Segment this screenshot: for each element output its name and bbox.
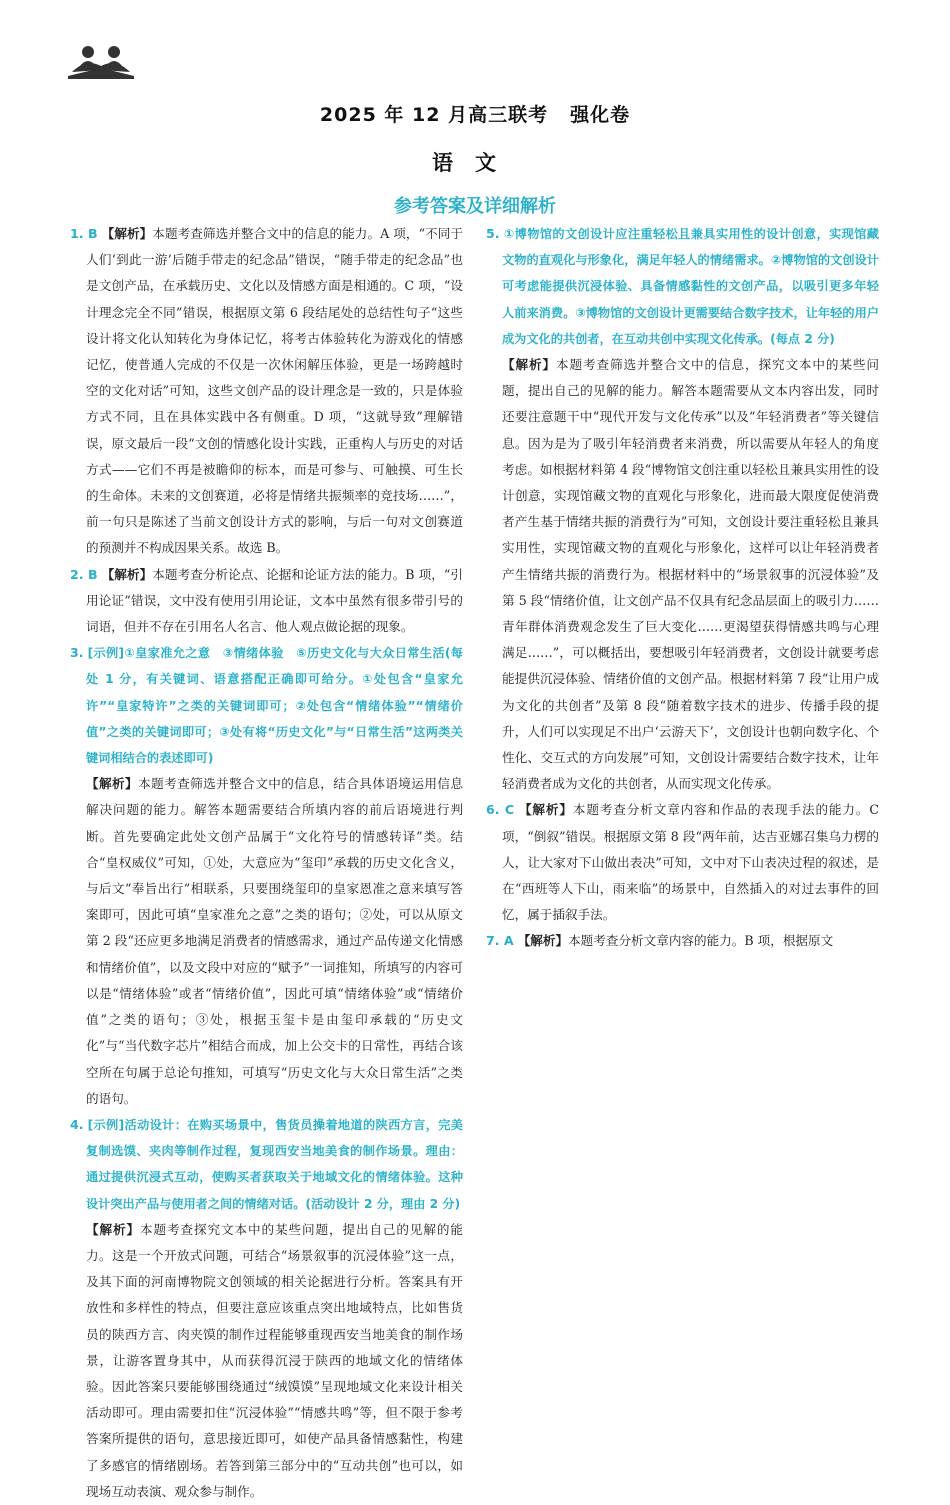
question-number: 2. B — [70, 566, 98, 582]
answer-q4 — [70, 1112, 463, 1217]
reference-answer: [示例]活动设计：在购买场景中，售货员操着地道的陕西方言，完美复制选馍、夹肉等制作过程，复现西安当地美食的制作场景。理由：通过提供沉浸式互动，使购买者获取关于地域文化的情绪体验。这种设计突出产品与使用者之间的情绪对话。(活动设计 2 分，理由 2 分) — [86, 1117, 463, 1211]
analysis-q4 — [70, 1217, 463, 1505]
page-title: 2025 年 12 月高三联考 强化卷 — [319, 104, 631, 126]
analysis-q5 — [486, 352, 879, 797]
analysis-q3 — [70, 771, 463, 1112]
analysis-label: 【解析】 — [101, 226, 153, 241]
left-column — [70, 221, 463, 1505]
answer-q2 — [70, 562, 463, 641]
book-reader-logo-icon — [66, 40, 136, 80]
analysis-text: 本题考查筛选并整合文中的信息，探究文本中的某些问题，提出自己的见解的能力。解答本题需要从文本内容出发，同时还要注意题干中“现代开发与文化传承”以及“年轻消费者”等关键信息。因为是为了吸引年轻消费者来消费，所以需要从年轻人的角度考虑。如根据材料第 4 段“博物馆文创注重以轻松且兼具实用性的设计创意，实现馆藏文物的直观化与形象化，进而最大限度促使消费者产生基于情绪共振的消费行为”可知，文创设计要注重轻松且兼具实用性，实现馆藏文物的直观化与形象化，这样可以让年轻消费者产生情绪共振的消费行为。根据材料中的“场景叙事的沉浸体验”及第 5 段“情绪价值，让文创产品不仅具有纪念品层面上的吸引力……青年群体消费观念发生了巨大变化……更渴望获得情感共鸣与心理满足……”，可以概括出，要想吸引年轻消费者，文创设计就要考虑能提供沉浸体验、情绪价值的文创产品。根据材料第 7 段“让用户成为文化的共创者”及第 8 段“随着数字技术的进步、传播手段的提升，人们可以实现足不出户‘云游天下’，文创设计也朝向数字化、个性化、交互式的方向发展”可知，文创设计需要结合数字技术，让年轻消费者成为文化的共创者，从而实现文化传承。 — [502, 357, 880, 792]
subject-title: 语文 — [432, 151, 518, 175]
answer-q7 — [486, 928, 879, 954]
analysis-text: 本题考查筛选并整合文中的信息，结合具体语境运用信息解决问题的能力。解答本题需要结合所填内容的前后语境进行判断。首先要确定此处文创产品属于“文化符号的情感转译”类。结合“皇权威仪”可知，①处，大意应为“玺印”承载的历史文化含义，与后文“奉旨出行”相联系，只要围绕玺印的皇家恩准之意来填写答案即可，因此可填“皇家准允之意”之类的语句；②处，可以从原文第 2 段“还应更多地满足消费者的情感需求，通过产品传递文化情感和情绪价值”，以及文段中对应的“赋予”一词推知，所填写的内容可以是“情绪体验”或者“情绪价值”，因此可填“情绪体验”或“情绪价值”之类的语句；③处，根据玉玺卡是由玺印承载的“历史文化”与“当代数字芯片”相结合而成，加上公交卡的日常性，再结合该空所在句属于总论句推知，可填写“历史文化与大众日常生活”之类的语句。 — [86, 776, 464, 1106]
analysis-label: 【解析】 — [518, 802, 573, 818]
analysis-text: 本题考查分析论点、论据和论证方法的能力。B 项，“引用论证”错误，文中没有使用引用论证，文本中虽然有很多带引号的词语，但并不存在引用名人名言、他人观点做论据的现象。 — [86, 566, 464, 635]
reference-answer: ①博物馆的文创设计应注重轻松且兼具实用性的设计创意，实现馆藏文物的直观化与形象化，满足年轻人的情绪需求。②博物馆的文创设计可考虑能提供沉浸体验、具备情感黏性的文创产品，以吸引更多年轻人前来消费。③博物馆的文创设计更需要结合数字技术，让年轻的用户成为文化的共创者，在互动共创中实现文化传承。(每点 2 分) — [502, 227, 879, 346]
question-number: 4. — [70, 1116, 84, 1132]
question-number: 5. — [486, 226, 500, 241]
reference-answer: [示例]①皇家准允之意 ③情绪体验 ⑤历史文化与大众日常生活(每处 1 分，有关键词、语意搭配正确即可给分。①处包含“皇家允许”“皇家特许”之类的关键词即可；②处包含“情绪体验”“情绪价值”之类的关键词即可；③处有将“历史文化”与“日常生活”这两类关键词相结合的表述即可) — [86, 646, 463, 766]
analysis-label: 【解析】 — [86, 776, 139, 792]
answer-q5 — [486, 221, 879, 352]
analysis-text: 本题考查分析文章内容和作品的表现手法的能力。C 项，“倒叙”错误。根据原文第 8 段“两年前，达吉亚娜召集乌力楞的人，让大家对下山做出表决”可知，文中对下山表决过程的叙述，是在“西班等人下山，雨来临”的场景中，自然插入的对过去事件的回忆，属于插叙手法。 — [502, 802, 879, 923]
answer-q1 — [70, 221, 463, 562]
question-number: 3. — [70, 645, 84, 661]
right-column — [486, 221, 879, 955]
analysis-text: 本题考查分析文章内容的能力。B 项，根据原文 — [568, 933, 834, 949]
answer-q6 — [486, 797, 879, 928]
analysis-label: 【解析】 — [502, 357, 556, 373]
question-number: 6. C — [486, 802, 515, 818]
analysis-label: 【解析】 — [86, 1221, 140, 1237]
answer-q3 — [70, 640, 463, 771]
analysis-label: 【解析】 — [101, 566, 153, 582]
section-title: 参考答案及详细解析 — [394, 196, 556, 217]
analysis-label: 【解析】 — [517, 933, 569, 949]
question-number: 7. A — [486, 933, 514, 949]
analysis-text: 本题考查筛选并整合文中的信息的能力。A 项，“不同于人们‘到此一游’后随手带走的纪念品”错误，“随手带走的纪念品”也是文创产品，在承载历史、文化以及情感方面是相通的。C 项，“设计理念完全不同”错误，根据原文第 6 段结尾处的总结性句子“这些设计将文化认知转化为身体记忆，将考古体验转化为游戏化的情感记忆，使普通人完成的不仅是一次休闲解压体验，更是一场跨越时空的文化对话”可知，这些文创产品的设计理念是一致的，只是体验方式不同，且在具体实践中各有侧重。D 项，“这就导致”理解错误，原文最后一段“文创的情感化设计实践，正重构人与历史的对话方式——它们不再是被瞻仰的标本，而是可参与、可触摸、可生长的生命体。未来的文创赛道，必将是情绪共振频率的竞技场……”，前一句只是陈述了当前文创设计方式的影响，与后一句对文创赛道的预测并不构成因果关系。故选 B。 — [86, 226, 464, 556]
question-number: 1. B — [70, 226, 98, 241]
analysis-text: 本题考查探究文本中的某些问题，提出自己的见解的能力。这是一个开放式问题，可结合“场景叙事的沉浸体验”这一点，及其下面的河南博物院文创领域的相关论据进行分析。答案具有开放性和多样性的特点，但要注意应该重点突出地域特点，比如售货员的陕西方言、肉夹馍的制作过程能够重现西安当地美食的制作场景，让游客置身其中，从而获得沉浸于陕西的地域文化的情绪体验。因此答案只要能够围绕通过“绒馍馍”呈现地域文化来设计相关活动即可。理由需要扣住“沉浸体验”“情感共鸣”等，但不限于参考答案所提供的语句，意思接近即可，如使产品具备情感黏性，构建了多感官的情绪剧场。若答到第三部分中的“互动共创”也可以，如现场互动表演、观众参与制作。 — [86, 1221, 464, 1499]
